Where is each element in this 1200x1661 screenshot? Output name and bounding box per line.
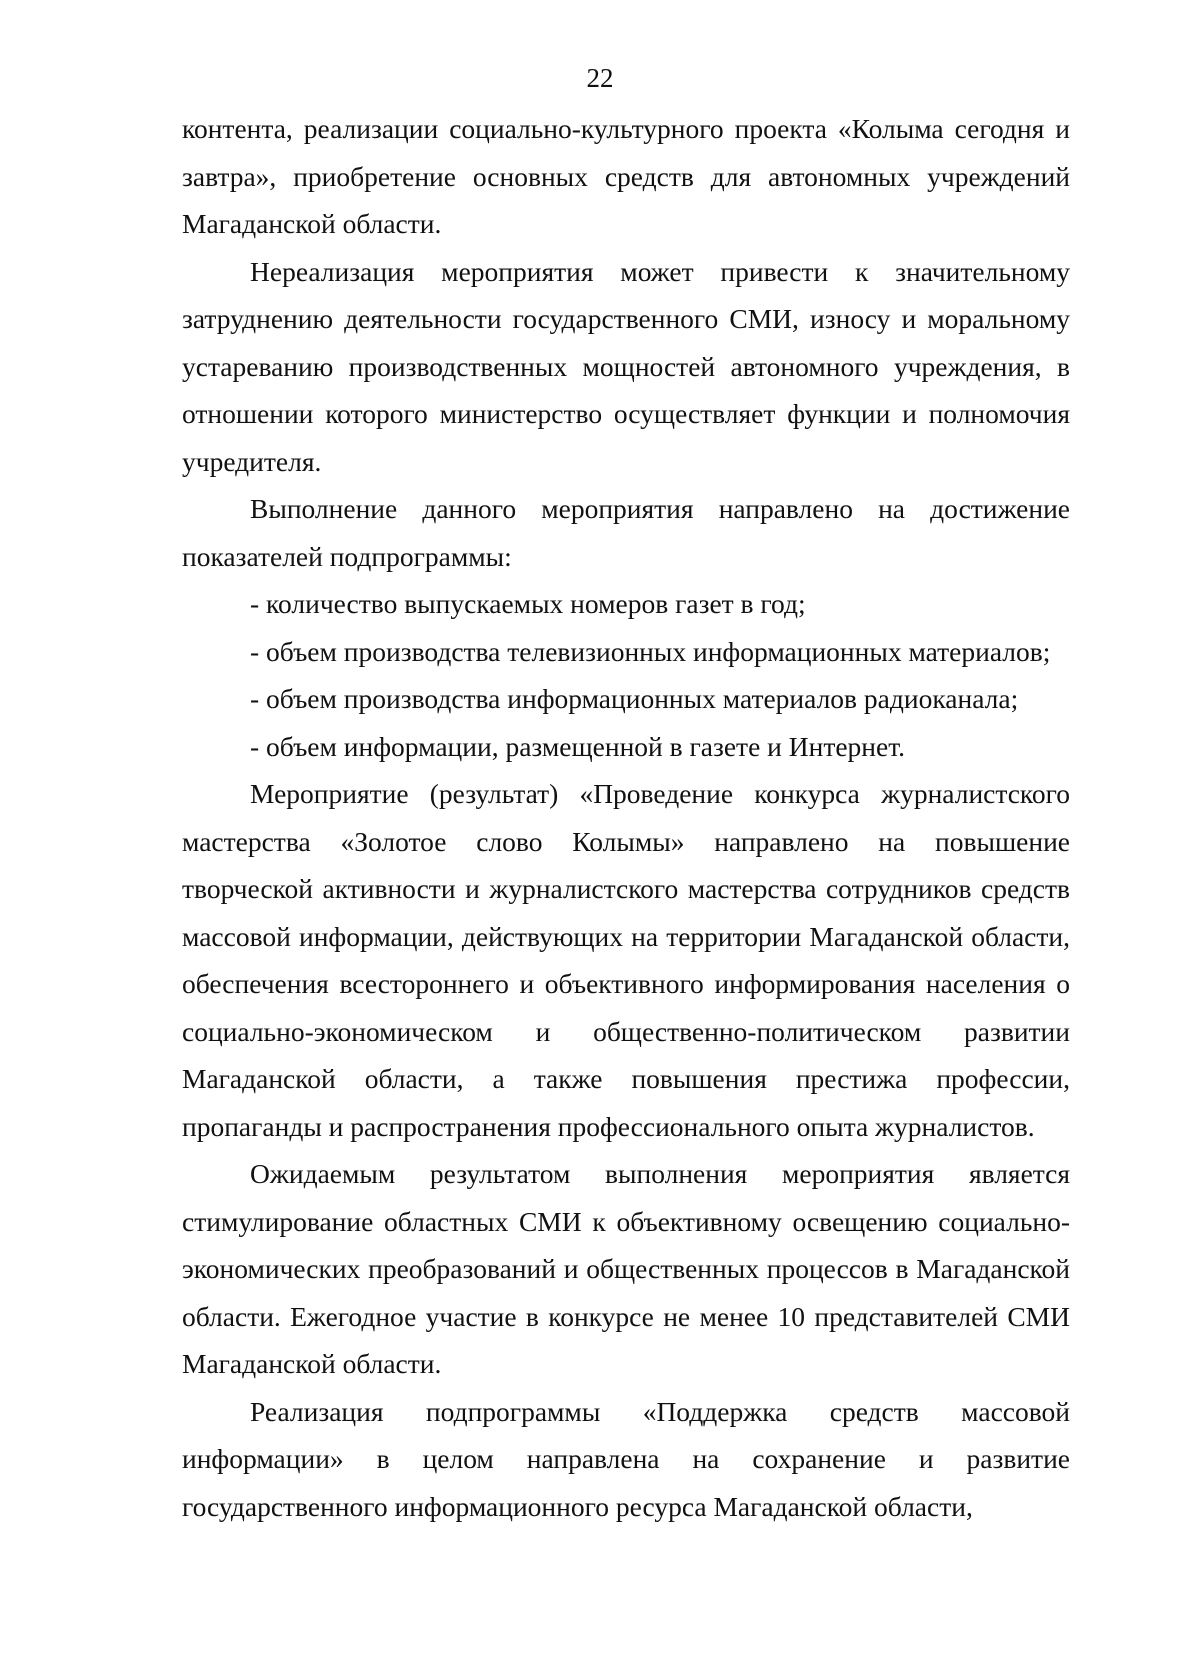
paragraph-indicators-intro: Выполнение данного мероприятия направлено на достижение показателей подпрограммы: — [182, 493, 1070, 572]
paragraph-continuation: контента, реализации социально-культурного проекта «Колыма сегодня и завтра», приобретение основных средств для автономных учреждений Магаданской области. — [182, 113, 1070, 239]
list-item: - объем производства телевизионных информационных материалов; — [250, 635, 1051, 667]
paragraph-subprogram-implementation: Реализация подпрограммы «Поддержка средств массовой информации» в целом направлена на сохранение и развитие государственного информационного ресурса Магаданской области, — [182, 1395, 1070, 1522]
list-item: - объем информации, размещенной в газете и Интернет. — [250, 730, 906, 762]
paragraph-expected-result: Ожидаемым результатом выполнения мероприятия является стимулирование областных СМИ к объективному освещению социально-экономических преобразований и общественных процессов в Магаданской области. Ежегодное участие в конкурсе не менее 10 представителей СМИ Магаданской области. — [182, 1158, 1070, 1379]
list-item: - объем производства информационных материалов радиоканала; — [250, 683, 1019, 714]
paragraph-contest: Мероприятие (результат) «Проведение конкурса журналистского мастерства «Золотое слово Колымы» направлено на повышение творческой активности и журналистского мастерства сотрудников средств массовой информации, действующих на территории Магаданской области, обеспечения всестороннего и объективного информирования населения о социально-экономическом и общественно-политическом развитии Магаданской области, а также повышения престижа профессии, пропаганды и распространения профессионального опыта журналистов. — [182, 778, 1070, 1142]
page-body — [182, 105, 1070, 1530]
indicators-list — [182, 580, 1070, 770]
page-number: 22 — [586, 63, 614, 93]
paragraph-non-implementation: Нереализация мероприятия может привести к значительному затруднению деятельности государственного СМИ, износу и моральному устареванию производственных мощностей автономного учреждения, в отношении которого министерство осуществляет функции и полномочия учредителя. — [182, 255, 1070, 477]
list-item: - количество выпускаемых номеров газет в год; — [250, 588, 806, 619]
